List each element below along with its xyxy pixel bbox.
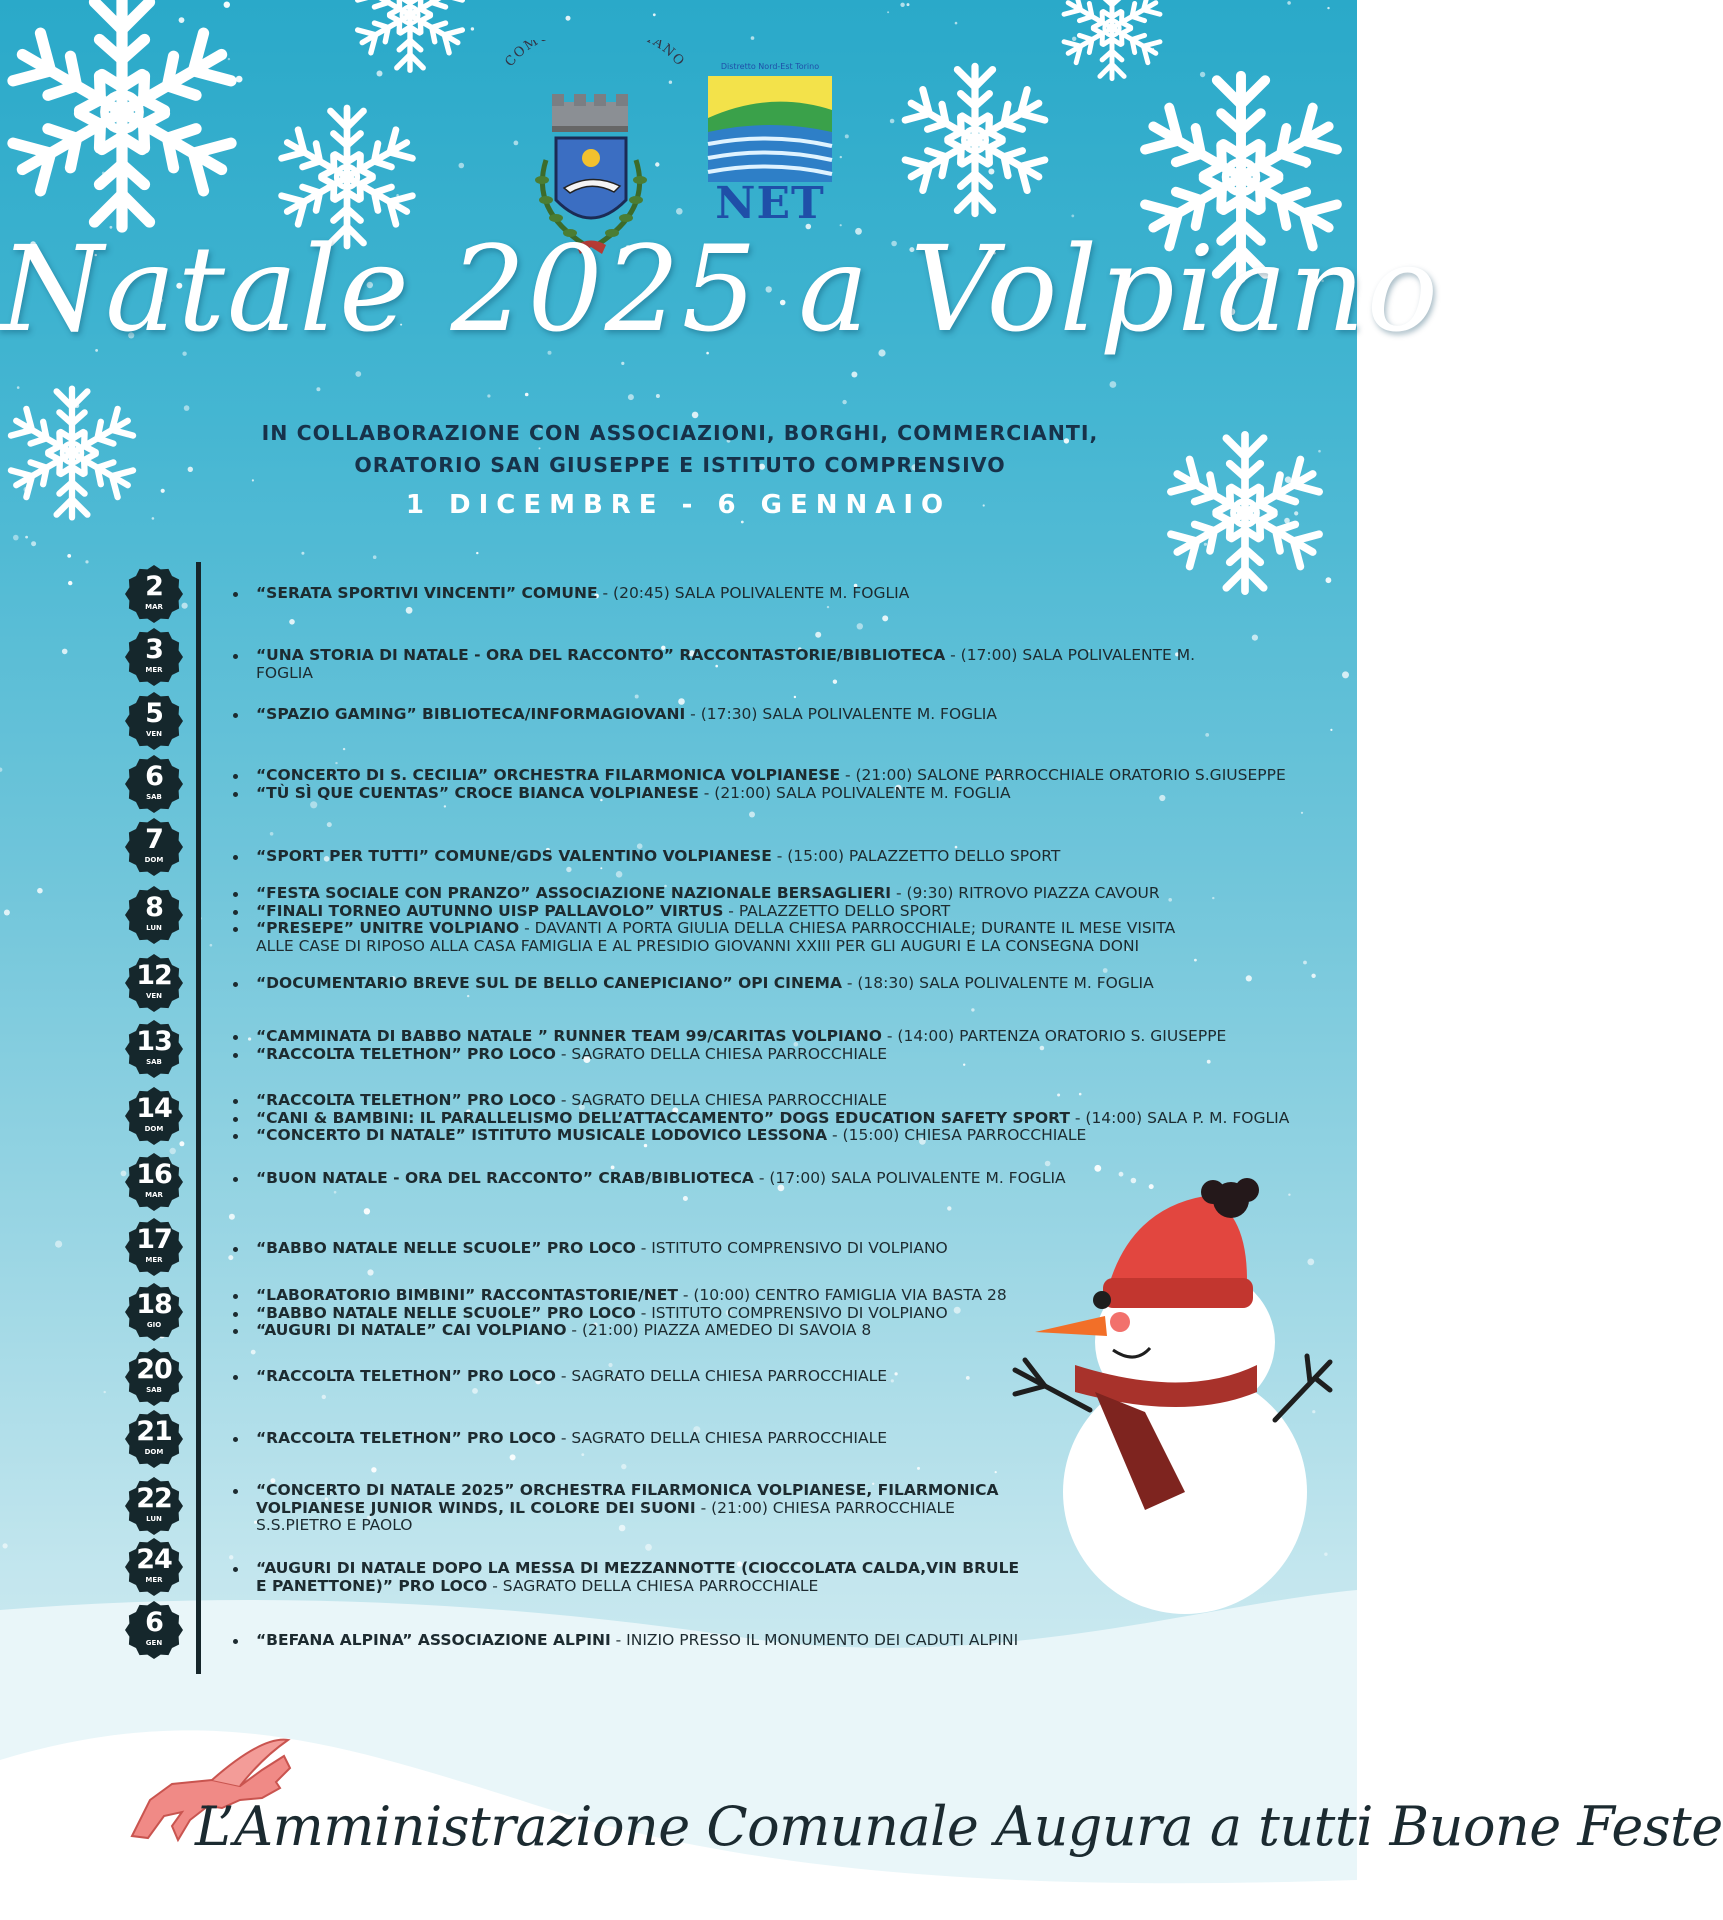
subtitle-line-2: ORATORIO SAN GIUSEPPE E ISTITUTO COMPRENSIVO <box>354 453 1006 477</box>
event-title: “BABBO NATALE NELLE SCUOLE” PRO LOCO <box>256 1239 636 1257</box>
event-item <box>232 903 1342 921</box>
day-number: 5 <box>145 698 163 729</box>
svg-text:COMUNE DI VOLPIANO <box>502 40 687 70</box>
day-events <box>232 1028 1342 1063</box>
day-weekday: SAB <box>146 793 162 801</box>
event-item <box>232 885 1342 903</box>
event-details: - SAGRATO DELLA CHIESA PARROCCHIALE <box>555 1429 887 1447</box>
day-weekday: GIO <box>146 1321 162 1329</box>
day-weekday: DOM <box>144 856 164 864</box>
day-number: 24 <box>136 1544 172 1575</box>
event-title: “UNA STORIA DI NATALE - ORA DEL RACCONTO” RACCONTASTORIE/BIBLIOTECA <box>256 646 946 664</box>
event-title: “FINALI TORNEO AUTUNNO UISP PALLAVOLO” VIRTUS <box>256 901 724 920</box>
event-title: “BABBO NATALE NELLE SCUOLE” PRO LOCO <box>256 1303 636 1322</box>
event-title: “CONCERTO DI S. CECILIA” ORCHESTRA FILARMONICA VOLPIANESE <box>256 766 841 784</box>
day-badge <box>125 1410 183 1468</box>
day-weekday: MER <box>145 1576 163 1584</box>
event-title: “RACCOLTA TELETHON” PRO LOCO <box>256 1429 556 1447</box>
day-events <box>232 885 1342 955</box>
day-weekday: LUN <box>146 1515 162 1523</box>
day-weekday: MAR <box>145 1191 163 1199</box>
day-events <box>232 1632 1342 1650</box>
day-number: 12 <box>136 960 172 991</box>
day-number: 22 <box>136 1483 172 1514</box>
day-events <box>232 585 1342 603</box>
event-title: “CANI & BAMBINI: IL PARALLELISMO DELL’ATTACCAMENTO” DOGS EDUCATION SAFETY SPORT <box>256 1108 1070 1127</box>
day-badge <box>125 565 183 623</box>
day-weekday: LUN <box>146 924 162 932</box>
event-item <box>232 1028 1342 1046</box>
net-logo-text: NET <box>715 178 825 229</box>
event-details: - (21:00) CHIESA PARROCCHIALE S.S.PIETRO E PAOLO <box>256 1498 955 1534</box>
day-weekday: VEN <box>145 730 163 738</box>
day-badge <box>125 886 183 944</box>
event-item <box>232 706 1342 724</box>
event-title: “AUGURI DI NATALE” CAI VOLPIANO <box>256 1321 567 1339</box>
event-details: - (17:30) SALA POLIVALENTE M. FOGLIA <box>685 705 997 723</box>
event-details: - SAGRATO DELLA CHIESA PARROCCHIALE <box>555 1367 887 1385</box>
day-events <box>232 706 1342 724</box>
event-title: “CONCERTO DI NATALE 2025” ORCHESTRA FILARMONICA VOLPIANESE, FILARMONICA VOLPIANESE JUNIOR WINDS, IL COLORE DEI SUONI <box>256 1481 999 1517</box>
day-badge <box>125 628 183 686</box>
event-title: “SERATA SPORTIVI VINCENTI” COMUNE <box>256 584 598 602</box>
day-badge <box>125 1601 183 1659</box>
event-details: - (14:00) SALA P. M. FOGLIA <box>1069 1108 1290 1127</box>
day-badge <box>125 1020 183 1078</box>
event-item <box>232 647 1342 682</box>
day-number: 3 <box>145 634 163 665</box>
day-events <box>232 975 1342 993</box>
event-title: “AUGURI DI NATALE DOPO LA MESSA DI MEZZANNOTTE (CIOCCOLATA CALDA,VIN BRULE E PANETTONE)” PRO LOCO <box>256 1559 1020 1595</box>
event-details: - PALAZZETTO DELLO SPORT <box>723 901 951 920</box>
day-weekday: GEN <box>145 1639 163 1647</box>
day-badge <box>125 1218 183 1276</box>
day-badge <box>125 1087 183 1145</box>
event-details: - (17:00) SALA POLIVALENTE M. FOGLIA <box>256 646 1196 682</box>
day-weekday: VEN <box>145 992 163 1000</box>
event-details: - ISTITUTO COMPRENSIVO DI VOLPIANO <box>635 1303 948 1322</box>
day-badge <box>125 692 183 750</box>
event-item <box>232 767 1342 785</box>
event-details: - (14:00) PARTENZA ORATORIO S. GIUSEPPE <box>881 1027 1227 1045</box>
event-details: - (21:00) PIAZZA AMEDEO DI SAVOIA 8 <box>566 1321 872 1339</box>
event-item <box>232 785 1342 803</box>
event-item <box>232 585 1342 603</box>
day-number: 17 <box>136 1224 172 1255</box>
day-weekday: SAB <box>146 1058 162 1066</box>
event-details: - (9:30) RITROVO PIAZZA CAVOUR <box>891 884 1160 902</box>
event-details: - (15:00) CHIESA PARROCCHIALE <box>827 1126 1087 1144</box>
event-details: - SAGRATO DELLA CHIESA PARROCCHIALE <box>555 1091 887 1109</box>
day-weekday: MAR <box>145 603 163 611</box>
event-title: “RACCOLTA TELETHON” PRO LOCO <box>256 1044 556 1063</box>
event-item <box>232 1127 1342 1145</box>
event-title: “SPORT PER TUTTI” COMUNE/GDS VALENTINO VOLPIANESE <box>256 847 772 865</box>
day-badge <box>125 755 183 813</box>
day-number: 2 <box>145 571 163 602</box>
event-item <box>232 1632 1342 1650</box>
poster-title: Natale 2025 a Volpiano <box>0 220 1440 358</box>
day-badge <box>125 1477 183 1535</box>
day-weekday: SAB <box>146 1386 162 1394</box>
date-range: 1 DICEMBRE - 6 GENNAIO <box>405 490 952 520</box>
snowflake-icon <box>0 0 250 240</box>
event-item <box>232 975 1342 993</box>
day-badge <box>125 1348 183 1406</box>
day-weekday: MER <box>145 666 163 674</box>
day-badge <box>125 954 183 1012</box>
event-details: - (17:00) SALA POLIVALENTE M. FOGLIA <box>753 1169 1066 1187</box>
snowflake-icon <box>895 60 1055 220</box>
event-details: - SAGRATO DELLA CHIESA PARROCCHIALE <box>487 1576 819 1595</box>
event-item <box>232 848 1342 866</box>
day-weekday: DOM <box>144 1448 164 1456</box>
net-logo-caption: Distretto Nord-Est Torino <box>720 62 820 71</box>
day-badge <box>125 1153 183 1211</box>
event-title: “BUON NATALE - ORA DEL RACCONTO” CRAB/BIBLIOTECA <box>256 1169 754 1187</box>
event-item <box>232 1046 1342 1064</box>
day-badge <box>125 818 183 876</box>
event-details: - (20:45) SALA POLIVALENTE M. FOGLIA <box>597 584 910 602</box>
day-number: 21 <box>136 1416 172 1447</box>
event-details: - (21:00) SALA POLIVALENTE M. FOGLIA <box>698 783 1011 802</box>
event-title: “CAMMINATA DI BABBO NATALE ” RUNNER TEAM 99/CARITAS VOLPIANO <box>256 1027 882 1045</box>
net-logo <box>700 60 840 230</box>
event-title: “PRESEPE” UNITRE VOLPIANO <box>256 919 520 937</box>
event-item <box>232 1110 1342 1128</box>
snowman-illustration <box>985 1170 1345 1610</box>
day-number: 7 <box>145 824 163 855</box>
closing-greeting: L’Amministrazione Comunale Augura a tutti Buone Feste <box>195 1795 1723 1858</box>
day-number: 20 <box>136 1354 172 1385</box>
timeline-bar <box>196 562 201 1674</box>
event-title: “TÙ SÌ QUE CUENTAS” CROCE BIANCA VOLPIANESE <box>256 783 699 802</box>
event-title: “DOCUMENTARIO BREVE SUL DE BELLO CANEPICIANO” OPI CINEMA <box>256 974 842 992</box>
logo-volpiano-text: COM ANO <box>502 40 688 70</box>
event-title: “LABORATORIO BIMBINI” RACCONTASTORIE/NET <box>256 1286 678 1304</box>
event-details: - SAGRATO DELLA CHIESA PARROCCHIALE <box>555 1044 887 1063</box>
event-title: “CONCERTO DI NATALE” ISTITUTO MUSICALE LODOVICO LESSONA <box>256 1126 828 1144</box>
day-number: 16 <box>136 1159 172 1190</box>
day-events <box>232 848 1342 866</box>
event-details: - INIZIO PRESSO IL MONUMENTO DEI CADUTI ALPINI <box>610 1631 1019 1649</box>
day-number: 13 <box>136 1026 172 1057</box>
event-details: - DAVANTI A PORTA GIULIA DELLA CHIESA PARROCCHIALE; DURANTE IL MESE VISITA ALLE CASE DI RIPOSO ALLA CASA FAMIGLIA E AL PRESIDIO GIOVANNI XXIII PER GLI AUGURI E LA CONSEGNA DONI <box>256 919 1176 955</box>
event-title: “SPAZIO GAMING” BIBLIOTECA/INFORMAGIOVANI <box>256 705 686 723</box>
day-number: 14 <box>136 1093 172 1124</box>
event-details: - (10:00) CENTRO FAMIGLIA VIA BASTA 28 <box>677 1286 1007 1304</box>
event-title: “BEFANA ALPINA” ASSOCIAZIONE ALPINI <box>256 1631 611 1649</box>
event-title: “FESTA SOCIALE CON PRANZO” ASSOCIAZIONE NAZIONALE BERSAGLIERI <box>256 884 892 902</box>
event-title: “RACCOLTA TELETHON” PRO LOCO <box>256 1091 556 1109</box>
event-details: - (21:00) SALONE PARROCCHIALE ORATORIO S.GIUSEPPE <box>840 766 1286 784</box>
event-item <box>232 1092 1342 1110</box>
day-events <box>232 767 1342 802</box>
day-events <box>232 1092 1342 1145</box>
day-number: 6 <box>145 761 163 792</box>
event-item <box>232 920 1342 955</box>
day-weekday: MER <box>145 1256 163 1264</box>
day-badge <box>125 1283 183 1341</box>
day-number: 18 <box>136 1289 172 1320</box>
event-details: - (18:30) SALA POLIVALENTE M. FOGLIA <box>841 974 1154 992</box>
day-badge <box>125 1538 183 1596</box>
event-title: “RACCOLTA TELETHON” PRO LOCO <box>256 1367 556 1385</box>
subtitle-line-1: IN COLLABORAZIONE CON ASSOCIAZIONI, BORGHI, COMMERCIANTI, <box>261 421 1099 445</box>
day-number: 6 <box>145 1607 163 1638</box>
day-weekday: DOM <box>144 1125 164 1133</box>
event-details: - ISTITUTO COMPRENSIVO DI VOLPIANO <box>635 1239 948 1257</box>
day-number: 8 <box>145 892 163 923</box>
event-details: - (15:00) PALAZZETTO DELLO SPORT <box>771 847 1061 865</box>
snowflake-icon <box>345 0 475 80</box>
day-events <box>232 647 1342 682</box>
